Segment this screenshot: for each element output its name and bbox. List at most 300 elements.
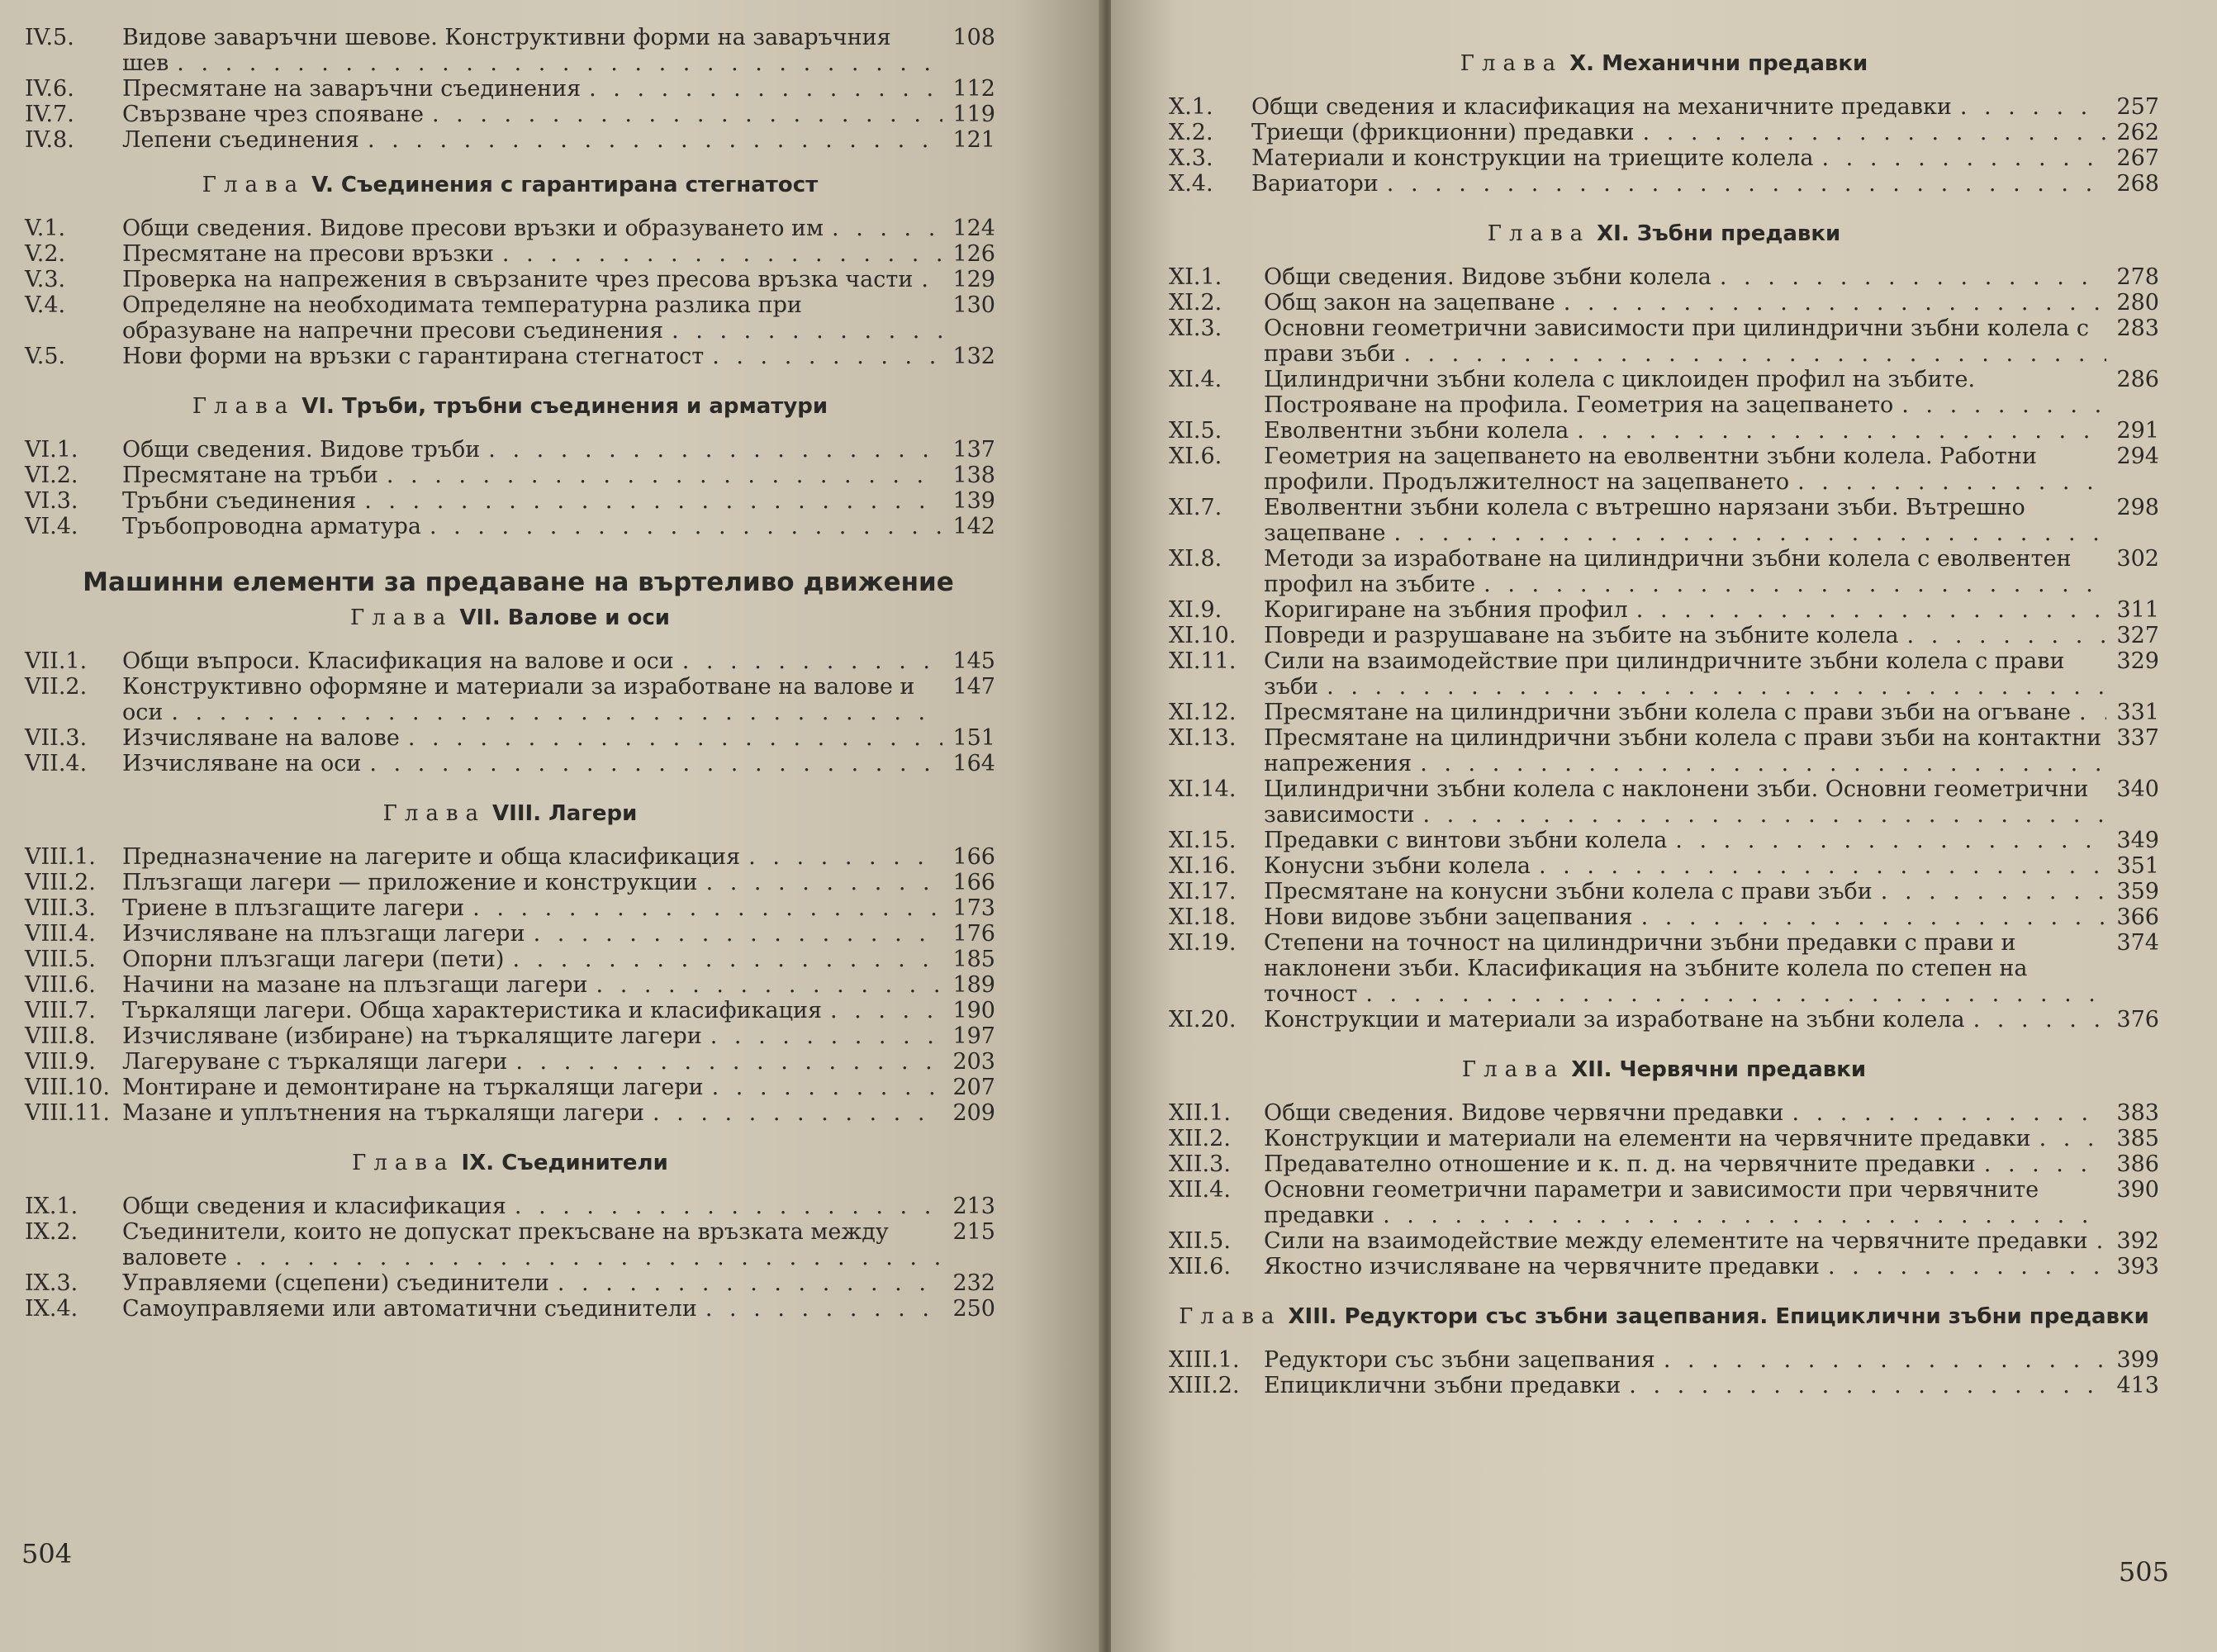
toc-entry <box>1169 597 2159 623</box>
toc-entry-title: Предавателно отношение и к. п. д. на червячните предавки . . . <box>1264 1151 2106 1177</box>
toc-entry-number: XI.11. <box>1169 648 1237 674</box>
toc-entry-number: IV.6. <box>25 76 74 102</box>
toc-entry <box>25 1075 995 1100</box>
toc-entry-title: Изчисляване (избиране) на търкалящите лагери . . . <box>122 1023 942 1049</box>
toc-entry-title: Еволвентни зъбни колела . . . <box>1264 418 2106 444</box>
toc-entry <box>1169 1254 2159 1279</box>
toc-entry-number: XI.15. <box>1169 828 1237 853</box>
toc-entry-title: Видове заваръчни шевове. Конструктивни форми на заваръчния шев . . . <box>122 25 942 76</box>
toc-entry-page: 257 <box>2116 94 2159 120</box>
toc-entry-number: XII.1. <box>1169 1100 1231 1126</box>
chapter-heading <box>25 801 995 826</box>
toc-entry <box>25 648 995 674</box>
toc-entry-number: VIII.1. <box>25 844 96 870</box>
toc-entry-number: XI.18. <box>1169 904 1237 930</box>
toc-entry <box>25 267 995 292</box>
toc-entry-title: Общи сведения. Видове тръби . . . <box>122 437 942 463</box>
intro-entries <box>25 25 995 153</box>
section-title: Машинни елементи за предаване на въртеливо движение <box>83 567 954 597</box>
toc-entry-title: Основни геометрични параметри и зависимости при червячните предавки . . . <box>1264 1177 2106 1228</box>
toc-entry-page: 139 <box>952 488 995 514</box>
toc-entry-number: VIII.10. <box>25 1075 111 1100</box>
toc-entry <box>25 25 995 76</box>
toc-entry-page: 340 <box>2116 776 2159 802</box>
toc-entry-page: 129 <box>952 267 995 292</box>
toc-entry-page: 302 <box>2116 546 2159 572</box>
toc-entry-number: XI.8. <box>1169 546 1222 572</box>
toc-entry <box>25 1100 995 1126</box>
toc-entry <box>25 292 995 344</box>
toc-entry-number: IV.8. <box>25 127 74 153</box>
toc-entry-page: 291 <box>2116 418 2159 444</box>
toc-entry <box>1169 853 2159 879</box>
toc-chapter <box>25 605 995 776</box>
chapter-label: Глава <box>1179 1304 1282 1329</box>
chapter-heading <box>1169 221 2159 246</box>
toc-entry-title: Триещи (фрикционни) предавки . . . <box>1251 120 2106 145</box>
toc-entry-title: Общи сведения. Видове зъбни колела . . . <box>1264 264 2106 290</box>
chapter-heading <box>1169 1304 2159 1329</box>
toc-entry-number: V.3. <box>25 267 66 292</box>
left-chapters-group-1 <box>25 173 995 539</box>
toc-entry-page: 130 <box>952 292 995 318</box>
toc-entry-title: Лепени съединения . . . <box>122 127 942 153</box>
toc-entry <box>25 895 995 921</box>
toc-entry-number: VII.1. <box>25 648 88 674</box>
toc-entry <box>1169 495 2159 546</box>
chapter-label: Глава <box>352 1151 455 1175</box>
toc-chapter <box>1169 1057 2159 1279</box>
toc-entry-title: Еволвентни зъбни колела с вътрешно нарязани зъби. Вътрешно зацепване . . . <box>1264 495 2106 546</box>
toc-entry-number: XI.17. <box>1169 879 1237 904</box>
toc-entry-number: VIII.3. <box>25 895 96 921</box>
toc-entry-title: Предназначение на лагерите и обща класификация . . . <box>122 844 942 870</box>
toc-entry-page: 311 <box>2116 597 2159 623</box>
toc-entry-title: Общи сведения. Видове пресови връзки и образуването им . . . <box>122 216 942 241</box>
toc-entry-title: Плъзгащи лагери — приложение и конструкции . . . <box>122 870 942 895</box>
toc-entry <box>25 725 995 751</box>
toc-entry-title: Определяне на необходимата температурна разлика при образуване на напречни пресови съединения . . . <box>122 292 942 344</box>
toc-entry-number: XII.3. <box>1169 1151 1231 1177</box>
toc-entry <box>1169 1126 2159 1151</box>
toc-entry-page: 209 <box>952 1100 995 1126</box>
toc-entry-number: VIII.9. <box>25 1049 96 1075</box>
toc-entry <box>1169 1228 2159 1254</box>
toc-entry <box>1169 94 2159 120</box>
toc-entry-number: VI.1. <box>25 437 78 463</box>
toc-chapter <box>1169 221 2159 1032</box>
toc-entry <box>25 76 995 102</box>
toc-entry <box>25 463 995 488</box>
toc-entry-title: Търкалящи лагери. Обща характеристика и класификация . . . <box>122 998 942 1023</box>
toc-entry-title: Редуктори със зъбни зацепвания . . . <box>1264 1347 2106 1373</box>
toc-entry-title: Съединители, които не допускат прекъсване на връзката между валовете . . . <box>122 1219 942 1270</box>
toc-entry-number: VI.3. <box>25 488 78 514</box>
toc-entry-page: 376 <box>2116 1007 2159 1032</box>
toc-entry-number: XI.3. <box>1169 316 1222 341</box>
toc-entry-page: 262 <box>2116 120 2159 145</box>
toc-entry-page: 166 <box>952 870 995 895</box>
toc-entry-number: IX.2. <box>25 1219 78 1245</box>
toc-entry <box>25 751 995 776</box>
toc-entry-number: XII.6. <box>1169 1254 1231 1279</box>
toc-entry <box>1169 725 2159 776</box>
toc-entry-title: Опорни плъзгащи лагери (пети) . . . <box>122 947 942 972</box>
toc-entry-title: Сили на взаимодействие между елементите на червячните предавки . . . <box>1264 1228 2106 1254</box>
chapter-title: V. Съединения с гарантирана стегнатост <box>311 173 819 197</box>
toc-entry-page: 173 <box>952 895 995 921</box>
toc-entry-number: XI.19. <box>1169 930 1237 956</box>
toc-entry-page: 278 <box>2116 264 2159 290</box>
toc-entry-page: 203 <box>952 1049 995 1075</box>
chapter-heading <box>1169 1057 2159 1082</box>
toc-entry-title: Повреди и разрушаване на зъбите на зъбните колела . . . <box>1264 623 2106 648</box>
toc-entry-number: VII.3. <box>25 725 88 751</box>
toc-entry-page: 119 <box>952 102 995 127</box>
toc-entry-title: Нови форми на връзки с гарантирана стегнатост . . . <box>122 344 942 369</box>
toc-entry <box>1169 828 2159 853</box>
toc-entry-number: XI.6. <box>1169 444 1222 469</box>
toc-entry-number: XI.14. <box>1169 776 1237 802</box>
toc-entry <box>1169 316 2159 367</box>
toc-entry <box>1169 1100 2159 1126</box>
chapter-label: Глава <box>382 801 487 826</box>
toc-entry-page: 147 <box>952 674 995 700</box>
toc-entry-number: VIII.11. <box>25 1100 111 1126</box>
toc-entry-title: Коригиране на зъбния профил . . . <box>1264 597 2106 623</box>
toc-entry-number: VIII.2. <box>25 870 96 895</box>
toc-entry <box>25 844 995 870</box>
toc-entry-page: 164 <box>952 751 995 776</box>
toc-entry-number: XI.9. <box>1169 597 1222 623</box>
toc-chapter <box>25 1151 995 1322</box>
chapter-label: Глава <box>1460 51 1564 76</box>
chapter-heading <box>25 394 995 419</box>
toc-entry <box>1169 648 2159 700</box>
toc-entry-title: Общи въпроси. Класификация на валове и оси . . . <box>122 648 942 674</box>
toc-entry <box>1169 444 2159 495</box>
chapter-title: X. Механични предавки <box>1569 51 1868 76</box>
chapter-label: Глава <box>1487 221 1591 246</box>
toc-entry <box>1169 904 2159 930</box>
toc-entry-title: Тръбни съединения . . . <box>122 488 942 514</box>
toc-entry-number: XI.1. <box>1169 264 1222 290</box>
toc-entry-page: 132 <box>952 344 995 369</box>
toc-entry-number: VI.2. <box>25 463 78 488</box>
toc-chapter <box>1169 51 2159 197</box>
toc-entry <box>25 437 995 463</box>
toc-entry <box>25 674 995 725</box>
toc-entry-page: 176 <box>952 921 995 947</box>
toc-entry-number: V.4. <box>25 292 66 318</box>
toc-entry-title: Тръбопроводна арматура . . . <box>122 514 942 539</box>
toc-entry <box>1169 1007 2159 1032</box>
toc-entry <box>1169 546 2159 597</box>
toc-entry-title: Пресмятане на конусни зъбни колела с прави зъби . . . <box>1264 879 2106 904</box>
toc-entry <box>25 102 995 127</box>
chapter-label: Глава <box>1461 1057 1565 1082</box>
toc-entry <box>25 488 995 514</box>
toc-entry-title: Основни геометрични зависимости при цилиндрични зъбни колела с прави зъби . . . <box>1264 316 2106 367</box>
toc-entry-number: XI.5. <box>1169 418 1222 444</box>
toc-entry-number: IX.4. <box>25 1296 78 1322</box>
toc-entry-number: XI.10. <box>1169 623 1237 648</box>
toc-entry-page: 327 <box>2116 623 2159 648</box>
toc-entry <box>1169 290 2159 316</box>
toc-entry-number: XI.16. <box>1169 853 1237 879</box>
toc-entry-title: Управляеми (сцепени) съединители . . . <box>122 1270 942 1296</box>
chapter-title: XII. Червячни предавки <box>1571 1057 1867 1082</box>
toc-entry-number: VIII.8. <box>25 1023 96 1049</box>
toc-entry-page: 112 <box>952 76 995 102</box>
chapter-heading <box>25 173 995 197</box>
toc-entry-number: IV.5. <box>25 25 74 50</box>
toc-entry-number: XI.13. <box>1169 725 1237 751</box>
toc-entry <box>25 1296 995 1322</box>
toc-entry-number: VII.2. <box>25 674 88 700</box>
toc-entry <box>1169 1373 2159 1398</box>
toc-entry-page: 349 <box>2116 828 2159 853</box>
toc-entry-number: V.1. <box>25 216 66 241</box>
toc-entry <box>1169 930 2159 1007</box>
toc-entry <box>25 1194 995 1219</box>
chapter-title: VIII. Лагери <box>492 801 638 826</box>
toc-entry-page: 121 <box>952 127 995 153</box>
toc-entry-title: Монтиране и демонтиране на търкалящи лагери . . . <box>122 1075 942 1100</box>
toc-entry-page: 145 <box>952 648 995 674</box>
toc-chapter <box>25 801 995 1126</box>
toc-entry-page: 366 <box>2116 904 2159 930</box>
chapter-title: IX. Съединители <box>461 1151 668 1175</box>
toc-entry <box>25 1049 995 1075</box>
toc-entry-number: XII.2. <box>1169 1126 1231 1151</box>
toc-entry-page: 268 <box>2116 171 2159 197</box>
toc-entry-page: 386 <box>2116 1151 2159 1177</box>
toc-entry-title: Пресмятане на тръби . . . <box>122 463 942 488</box>
toc-entry-number: VIII.6. <box>25 972 96 998</box>
toc-entry-page: 166 <box>952 844 995 870</box>
toc-entry-number: IV.7. <box>25 102 74 127</box>
toc-chapter <box>25 394 995 539</box>
toc-entry-number: VI.4. <box>25 514 78 539</box>
toc-entry-page: 374 <box>2116 930 2159 956</box>
toc-entry-page: 413 <box>2116 1373 2159 1398</box>
toc-entry-title: Пресмятане на цилиндрични зъбни колела с прави зъби на огъване . . . <box>1264 700 2106 725</box>
toc-entry-page: 151 <box>952 725 995 751</box>
toc-entry-number: VIII.7. <box>25 998 96 1023</box>
toc-entry-page: 294 <box>2116 444 2159 469</box>
toc-entry <box>1169 1347 2159 1373</box>
toc-entry-number: IX.3. <box>25 1270 78 1296</box>
toc-entry-title: Геометрия на зацепването на еволвентни зъбни колела. Работни профили. Продължителност на зацепването . . . <box>1264 444 2106 495</box>
toc-entry-page: 207 <box>952 1075 995 1100</box>
toc-entry <box>1169 623 2159 648</box>
toc-entry-title: Конструкции и материали за изработване на зъбни колела . . . <box>1264 1007 2106 1032</box>
page-number-left: 504 <box>21 1538 73 1569</box>
toc-entry-page: 298 <box>2116 495 2159 520</box>
toc-entry <box>25 870 995 895</box>
chapter-label: Глава <box>192 394 296 419</box>
toc-entry-page: 213 <box>952 1194 995 1219</box>
toc-entry <box>25 998 995 1023</box>
toc-entry-page: 197 <box>952 1023 995 1049</box>
toc-entry-title: Мазане и уплътнения на търкалящи лагери . . . <box>122 1100 942 1126</box>
toc-entry-page: 124 <box>952 216 995 241</box>
toc-entry-number: XI.12. <box>1169 700 1237 725</box>
chapter-heading <box>1169 51 2159 76</box>
toc-entry-page: 185 <box>952 947 995 972</box>
toc-entry-page: 126 <box>952 241 995 267</box>
toc-entry-title: Конструкции и материали на елементи на червячните предавки . . . <box>1264 1126 2106 1151</box>
toc-entry <box>25 972 995 998</box>
toc-entry <box>1169 120 2159 145</box>
toc-entry-title: Вариатори . . . <box>1251 171 2106 197</box>
toc-entry-number: VIII.5. <box>25 947 96 972</box>
toc-entry-title: Пресмятане на цилиндрични зъбни колела с прави зъби на контактни напрежения . . . <box>1264 725 2106 776</box>
toc-entry-number: X.3. <box>1169 145 1213 171</box>
toc-entry-page: 283 <box>2116 316 2159 341</box>
toc-entry-number: X.1. <box>1169 94 1213 120</box>
toc-entry <box>25 1270 995 1296</box>
toc-entry-page: 189 <box>952 972 995 998</box>
toc-entry <box>1169 1151 2159 1177</box>
toc-entry-page: 137 <box>952 437 995 463</box>
toc-entry-page: 267 <box>2116 145 2159 171</box>
toc-entry-page: 392 <box>2116 1228 2159 1254</box>
toc-chapter <box>1169 1304 2159 1398</box>
toc-entry-number: XI.7. <box>1169 495 1222 520</box>
toc-entry <box>25 127 995 153</box>
toc-entry-title: Триене в плъзгащите лагери . . . <box>122 895 942 921</box>
toc-entry-title: Самоуправляеми или автоматични съединители . . . <box>122 1296 942 1322</box>
toc-entry <box>1169 264 2159 290</box>
chapter-label: Глава <box>202 173 306 197</box>
toc-entry <box>25 1023 995 1049</box>
toc-entry-title: Проверка на напрежения в свързаните чрез пресова връзка части . . . <box>122 267 942 292</box>
toc-entry <box>25 1219 995 1270</box>
toc-entry-title: Изчисляване на оси . . . <box>122 751 942 776</box>
toc-entry-number: X.2. <box>1169 120 1213 145</box>
chapter-title: VII. Валове и оси <box>459 605 670 630</box>
toc-entry-title: Общ закон на зацепване . . . <box>1264 290 2106 316</box>
toc-entry-page: 390 <box>2116 1177 2159 1203</box>
toc-entry-number: XI.2. <box>1169 290 1222 316</box>
toc-entry <box>1169 367 2159 418</box>
toc-entry-page: 215 <box>952 1219 995 1245</box>
toc-entry-title: Материали и конструкции на триещите колела . . . <box>1251 145 2106 171</box>
toc-entry-title: Епициклични зъбни предавки . . . <box>1264 1373 2106 1398</box>
toc-entry-page: 351 <box>2116 853 2159 879</box>
toc-entry <box>1169 879 2159 904</box>
toc-entry <box>1169 418 2159 444</box>
toc-entry-title: Свързване чрез спояване . . . <box>122 102 942 127</box>
toc-entry <box>25 947 995 972</box>
toc-entry-title: Изчисляване на валове . . . <box>122 725 942 751</box>
toc-entry-title: Якостно изчисляване на червячните предавки . . . <box>1264 1254 2106 1279</box>
toc-entry-number: XII.5. <box>1169 1228 1231 1254</box>
toc-entry-number: V.5. <box>25 344 66 369</box>
chapter-label: Глава <box>350 605 453 630</box>
toc-entry <box>1169 700 2159 725</box>
page-number-right: 505 <box>2118 1556 2169 1588</box>
toc-entry-title: Лагеруване с търкалящи лагери . . . <box>122 1049 942 1075</box>
toc-entry-number: XI.20. <box>1169 1007 1237 1032</box>
toc-entry-title: Начини на мазане на плъзгащи лагери . . . <box>122 972 942 998</box>
toc-entry <box>25 514 995 539</box>
toc-chapter <box>25 173 995 369</box>
toc-entry-number: XII.4. <box>1169 1177 1231 1203</box>
toc-entry-number: VIII.4. <box>25 921 96 947</box>
toc-entry <box>1169 171 2159 197</box>
toc-entry-title: Изчисляване на плъзгащи лагери . . . <box>122 921 942 947</box>
chapter-heading <box>25 1151 995 1175</box>
toc-entry-number: XI.4. <box>1169 367 1222 392</box>
toc-entry-title: Пресмятане на пресови връзки . . . <box>122 241 942 267</box>
toc-entry-title: Сили на взаимодействие при цилиндричните зъбни колела с прави зъби . . . <box>1264 648 2106 700</box>
toc-entry <box>25 216 995 241</box>
toc-entry-number: X.4. <box>1169 171 1213 197</box>
toc-entry-page: 329 <box>2116 648 2159 674</box>
toc-entry <box>25 921 995 947</box>
toc-entry-title: Нови видове зъбни зацепвания . . . <box>1264 904 2106 930</box>
toc-entry-page: 108 <box>952 25 995 50</box>
toc-entry-number: VII.4. <box>25 751 88 776</box>
toc-entry-title: Пресмятане на заваръчни съединения . . . <box>122 76 942 102</box>
right-page <box>1111 0 2217 1652</box>
toc-entry-title: Общи сведения. Видове червячни предавки . . . <box>1264 1100 2106 1126</box>
toc-entry-page: 250 <box>952 1296 995 1322</box>
toc-entry-title: Цилиндрични зъбни колела с циклоиден профил на зъбите. Построяване на профила. Геометрия на зацепването . . . <box>1264 367 2106 418</box>
toc-entry-page: 280 <box>2116 290 2159 316</box>
toc-entry-title: Конструктивно оформяне и материали за изработване на валове и оси . . . <box>122 674 942 725</box>
toc-entry-page: 286 <box>2116 367 2159 392</box>
toc-entry <box>1169 776 2159 828</box>
chapter-title: XIII. Редуктори със зъбни зацепвания. Епициклични зъбни предавки <box>1288 1304 2149 1329</box>
toc-entry-title: Цилиндрични зъбни колела с наклонени зъби. Основни геометрични зависимости . . . <box>1264 776 2106 828</box>
toc-entry-page: 331 <box>2116 700 2159 725</box>
chapter-title: XI. Зъбни предавки <box>1597 221 1841 246</box>
toc-entry-number: V.2. <box>25 241 66 267</box>
right-chapters <box>1169 51 2159 1398</box>
toc-entry-number: IX.1. <box>25 1194 78 1219</box>
chapter-title: VI. Тръби, тръбни съединения и арматури <box>301 394 828 419</box>
toc-entry-page: 359 <box>2116 879 2159 904</box>
toc-entry-number: XIII.2. <box>1169 1373 1240 1398</box>
toc-entry <box>25 344 995 369</box>
left-page <box>0 0 1103 1652</box>
toc-entry <box>1169 1177 2159 1228</box>
chapter-heading <box>25 605 995 630</box>
toc-entry-title: Общи сведения и класификация . . . <box>122 1194 942 1219</box>
toc-entry-page: 385 <box>2116 1126 2159 1151</box>
toc-entry-page: 337 <box>2116 725 2159 751</box>
toc-entry-page: 399 <box>2116 1347 2159 1373</box>
toc-entry-page: 232 <box>952 1270 995 1296</box>
toc-entry-page: 190 <box>952 998 995 1023</box>
toc-entry <box>25 241 995 267</box>
toc-entry-title: Общи сведения и класификация на механичните предавки . . . <box>1251 94 2106 120</box>
toc-entry-title: Методи за изработване на цилиндрични зъбни колела с еволвентен профил на зъбите . . . <box>1264 546 2106 597</box>
toc-entry-title: Предавки с винтови зъбни колела . . . <box>1264 828 2106 853</box>
toc-entry-title: Степени на точност на цилиндрични зъбни предавки с прави и наклонени зъби. Класификация на зъбните колела по степен на точност . . . <box>1264 930 2106 1007</box>
toc-entry-page: 138 <box>952 463 995 488</box>
toc-entry <box>1169 145 2159 171</box>
toc-entry-page: 142 <box>952 514 995 539</box>
toc-entry-page: 383 <box>2116 1100 2159 1126</box>
toc-entry-number: XIII.1. <box>1169 1347 1240 1373</box>
toc-entry-title: Конусни зъбни колела . . . <box>1264 853 2106 879</box>
toc-entry-page: 393 <box>2116 1254 2159 1279</box>
